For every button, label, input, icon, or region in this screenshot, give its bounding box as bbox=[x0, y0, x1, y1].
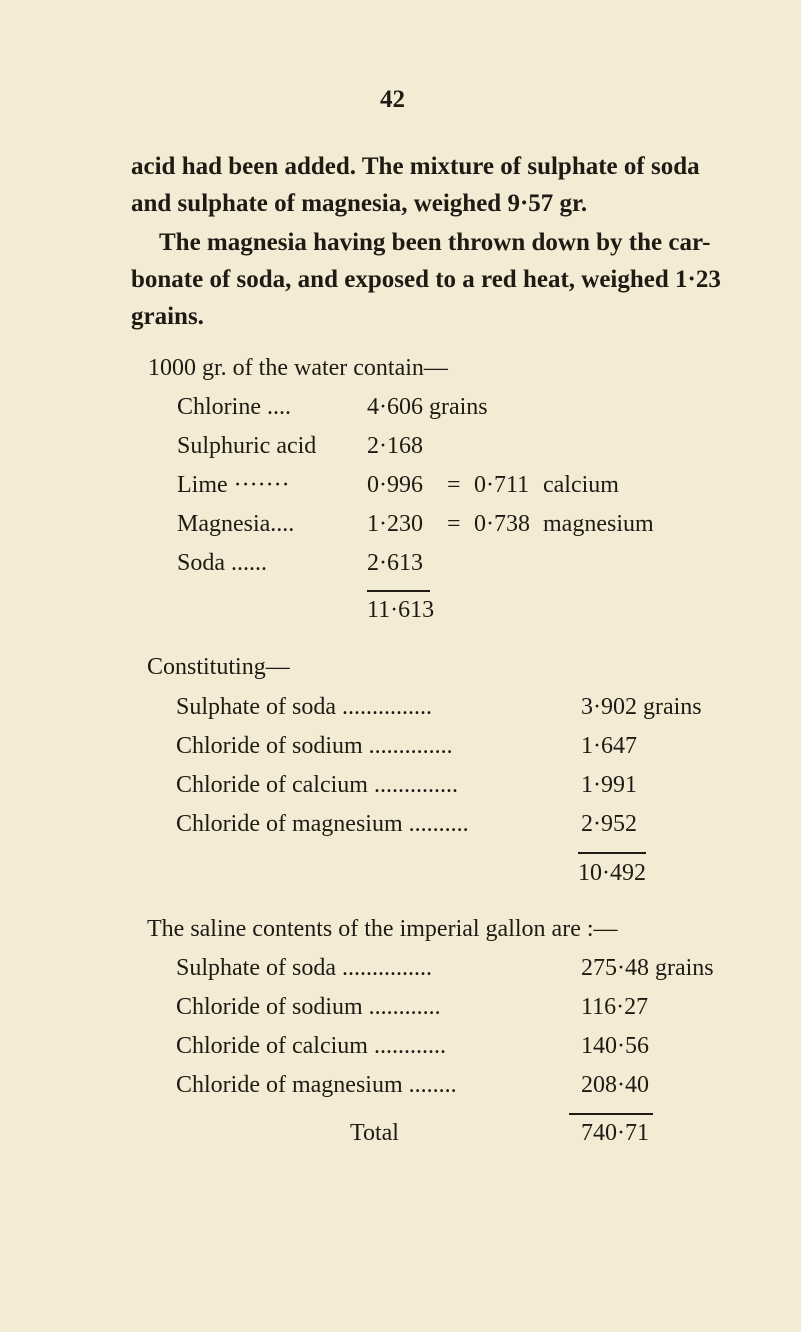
table1-row-eq-value: 0·738 bbox=[474, 511, 530, 537]
table2-row-label: Chloride of sodium .............. bbox=[176, 733, 453, 759]
paragraph-2-line-3: grains. bbox=[131, 303, 204, 330]
table1-row-element: magnesium bbox=[543, 511, 654, 537]
table2-heading: Constituting— bbox=[147, 654, 290, 680]
table1-row-label: Sulphuric acid bbox=[177, 433, 317, 459]
table3-row-value: 116·27 bbox=[581, 994, 649, 1020]
table2-row-label: Chloride of magnesium .......... bbox=[176, 811, 469, 837]
table1-row-value: 4·606 grains bbox=[367, 394, 488, 420]
table1-heading: 1000 gr. of the water contain— bbox=[148, 355, 448, 381]
page-number: 42 bbox=[380, 86, 405, 113]
table3-row-label: Chloride of sodium ............ bbox=[176, 994, 441, 1020]
table1-row-label: Magnesia.... bbox=[177, 511, 295, 537]
table3-row-label: Sulphate of soda ............... bbox=[176, 955, 432, 981]
table1-row-value: 1·230 bbox=[367, 511, 423, 537]
paragraph-1-line-1: acid had been added. The mixture of sulphate of soda bbox=[131, 153, 700, 180]
table1-row-label: Chlorine .... bbox=[177, 394, 291, 420]
table1-row-value: 2·613 bbox=[367, 550, 423, 576]
table2-row-value: 1·647 bbox=[581, 733, 637, 759]
table2-total-rule bbox=[578, 852, 646, 854]
table1-row-label: Lime ······· bbox=[177, 472, 290, 498]
table1-row-equals: = bbox=[447, 472, 461, 498]
table3-total-rule bbox=[569, 1113, 653, 1115]
paragraph-1-line-2: and sulphate of magnesia, weighed 9·57 gr. bbox=[131, 190, 588, 217]
table3-row-label: Chloride of magnesium ........ bbox=[176, 1072, 457, 1098]
table2-row-value: 3·902 grains bbox=[581, 694, 702, 720]
table1-row-value: 0·996 bbox=[367, 472, 423, 498]
table1-row-element: calcium bbox=[543, 472, 619, 498]
table2-total: 10·492 bbox=[578, 860, 646, 886]
table3-row-label: Chloride of calcium ............ bbox=[176, 1033, 446, 1059]
table1-row-eq-value: 0·711 bbox=[474, 472, 530, 498]
table3-row-value: 275·48 grains bbox=[581, 955, 714, 981]
table3-heading: The saline contents of the imperial gallon are :— bbox=[147, 916, 618, 942]
table3-total-label: Total bbox=[350, 1120, 399, 1146]
table1-row-equals: = bbox=[447, 511, 461, 537]
table2-row-value: 2·952 bbox=[581, 811, 637, 837]
table1-total: 11·613 bbox=[367, 597, 435, 623]
paragraph-2-line-1: The magnesia having been thrown down by the car- bbox=[159, 229, 711, 256]
table3-total: 740·71 bbox=[581, 1120, 649, 1146]
paragraph-2-line-2: bonate of soda, and exposed to a red heat, weighed 1·23 bbox=[131, 266, 721, 293]
table2-row-label: Sulphate of soda ............... bbox=[176, 694, 432, 720]
table3-row-value: 208·40 bbox=[581, 1072, 649, 1098]
table1-total-rule bbox=[367, 590, 430, 592]
table2-row-label: Chloride of calcium .............. bbox=[176, 772, 458, 798]
table1-row-label: Soda ...... bbox=[177, 550, 267, 576]
table3-row-value: 140·56 bbox=[581, 1033, 649, 1059]
table1-row-value: 2·168 bbox=[367, 433, 423, 459]
table2-row-value: 1·991 bbox=[581, 772, 637, 798]
